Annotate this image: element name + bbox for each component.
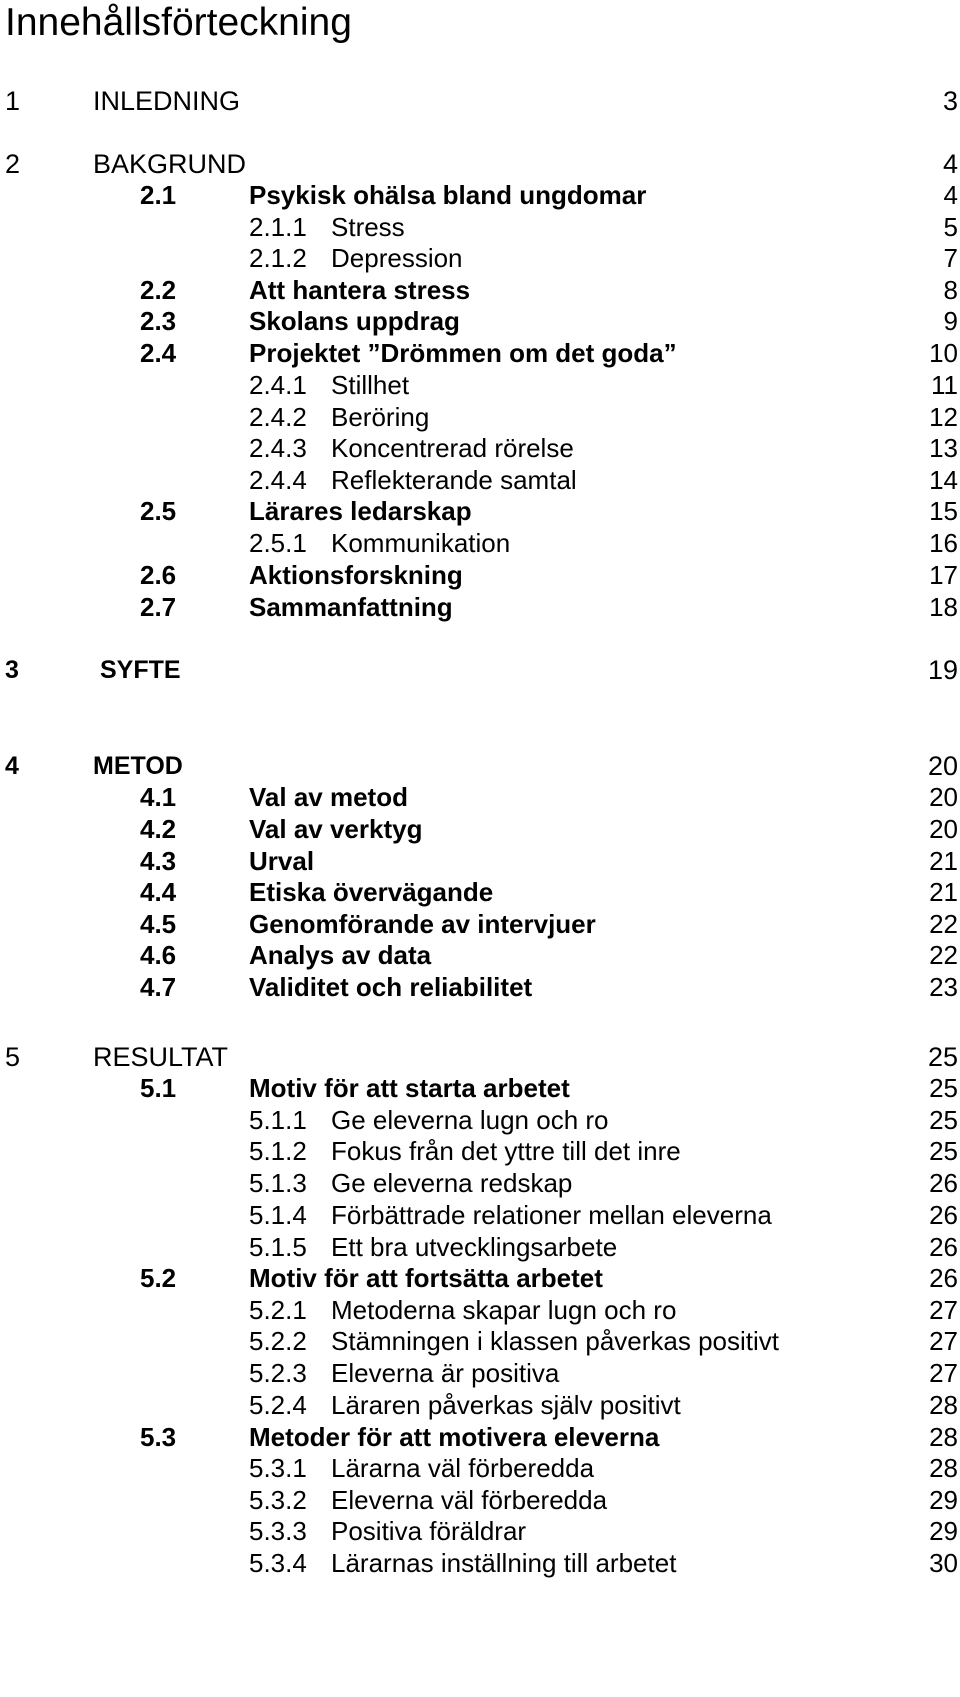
toc-entry-5-3[interactable]	[0, 1420, 960, 1454]
toc-number: 4.2	[140, 814, 177, 844]
toc-page: 15	[929, 496, 958, 526]
toc-entry-5-2-4[interactable]	[0, 1388, 960, 1422]
toc-entry-4-5[interactable]	[0, 907, 960, 941]
toc-number: 1	[5, 86, 21, 116]
toc-number: 4.7	[140, 972, 177, 1002]
toc-title: Eleverna är positiva	[331, 1358, 560, 1388]
toc-page: 8	[943, 275, 958, 305]
toc-title: INLEDNING	[93, 86, 241, 116]
toc-entry-5-3-3[interactable]	[0, 1514, 960, 1548]
toc-entry-4[interactable]	[0, 749, 960, 783]
toc-title: Stämningen i klassen påverkas positivt	[331, 1326, 780, 1356]
toc-entry-5-3-1[interactable]	[0, 1451, 960, 1485]
toc-title: Metoder för att motivera eleverna	[249, 1422, 660, 1452]
toc-page: 11	[931, 370, 958, 400]
toc-title: Metoderna skapar lugn och ro	[331, 1295, 677, 1325]
toc-number: 2.4.4	[249, 465, 307, 495]
toc-entry-2-4-1[interactable]	[0, 368, 960, 402]
toc-title: Kommunikation	[331, 528, 511, 558]
toc-entry-4-6[interactable]	[0, 938, 960, 972]
toc-title: Stillhet	[331, 370, 410, 400]
toc-number: 3	[5, 656, 19, 684]
toc-number: 5.3.1	[249, 1453, 307, 1483]
toc-number: 5.2.1	[249, 1295, 307, 1325]
toc-title: Motiv för att fortsätta arbetet	[249, 1263, 603, 1293]
toc-page: 19	[927, 655, 958, 685]
toc-number: 5.1.4	[249, 1200, 307, 1230]
toc-page: 26	[929, 1232, 958, 1262]
toc-page: 29	[929, 1485, 958, 1515]
toc-entry-5-3-4[interactable]	[0, 1546, 960, 1580]
toc-entry-4-7[interactable]	[0, 970, 960, 1004]
toc-page: 5	[943, 212, 958, 242]
toc-page: 13	[929, 433, 958, 463]
toc-page: 21	[929, 877, 958, 907]
toc-entry-2-5-1[interactable]	[0, 526, 960, 560]
toc-entry-5-2[interactable]	[0, 1261, 960, 1295]
toc-title: Motiv för att starta arbetet	[249, 1073, 570, 1103]
toc-entry-2-3[interactable]	[0, 304, 960, 338]
toc-entry-1[interactable]	[0, 84, 960, 118]
toc-page: 26	[929, 1168, 958, 1198]
toc-page: 20	[929, 814, 958, 844]
toc-title: Koncentrerad rörelse	[331, 433, 574, 463]
toc-entry-4-4[interactable]	[0, 875, 960, 909]
toc-number: 5.1.3	[249, 1168, 307, 1198]
toc-title: Läraren påverkas själv positivt	[331, 1390, 681, 1420]
toc-number: 2.7	[140, 592, 177, 622]
toc-entry-2-5[interactable]	[0, 494, 960, 528]
toc-number: 4.6	[140, 940, 177, 970]
toc-page: 25	[929, 1136, 958, 1166]
toc-entry-2-2[interactable]	[0, 273, 960, 307]
toc-title: Ge eleverna redskap	[331, 1168, 573, 1198]
toc-page: 25	[927, 1042, 958, 1072]
toc-entry-5-2-3[interactable]	[0, 1356, 960, 1390]
toc-title: Förbättrade relationer mellan eleverna	[331, 1200, 772, 1230]
toc-number: 5.1	[140, 1073, 177, 1103]
toc-title: Att hantera stress	[249, 275, 471, 305]
toc-number: 5.2.2	[249, 1326, 307, 1356]
toc-number: 2.6	[140, 560, 177, 590]
toc-title: Eleverna väl förberedda	[331, 1485, 608, 1515]
toc-page: 20	[927, 751, 958, 781]
toc-number: 5.3.4	[249, 1548, 307, 1578]
toc-page: 27	[929, 1358, 958, 1388]
toc-number: 5.2.3	[249, 1358, 307, 1388]
toc-number: 2.4.2	[249, 402, 307, 432]
toc-number: 2.5.1	[249, 528, 307, 558]
toc-number: 2.1	[140, 180, 177, 210]
toc-page: 26	[929, 1263, 958, 1293]
toc-page: 4	[942, 149, 958, 179]
toc-title: Val av verktyg	[249, 814, 423, 844]
toc-number: 4.4	[140, 877, 177, 907]
toc-entry-4-2[interactable]	[0, 812, 960, 846]
toc-entry-5-1-5[interactable]	[0, 1230, 960, 1264]
toc-page: 28	[929, 1453, 958, 1483]
toc-entry-3[interactable]	[0, 653, 960, 687]
toc-title: Val av metod	[249, 782, 408, 812]
toc-entry-5-1-3[interactable]	[0, 1166, 960, 1200]
toc-number: 5	[5, 1042, 21, 1072]
toc-page: 3	[942, 86, 958, 116]
toc-title: METOD	[93, 752, 183, 780]
toc-title: Lärares ledarskap	[249, 496, 472, 526]
toc-title: Lärarna väl förberedda	[331, 1453, 595, 1483]
toc-number: 4.3	[140, 846, 177, 876]
toc-entry-5-2-1[interactable]	[0, 1293, 960, 1327]
toc-number: 5.3.3	[249, 1516, 307, 1546]
toc-number: 5.2	[140, 1263, 177, 1293]
toc-page: 9	[943, 306, 958, 336]
toc-page: 22	[929, 940, 958, 970]
toc-title: Analys av data	[249, 940, 432, 970]
toc-title: Genomförande av intervjuer	[249, 909, 596, 939]
toc-entry-5-1-2[interactable]	[0, 1134, 960, 1168]
toc-title: Skolans uppdrag	[249, 306, 460, 336]
toc-title: Validitet och reliabilitet	[249, 972, 533, 1002]
toc-number: 2.1.2	[249, 243, 307, 273]
toc-number: 2.4	[140, 338, 177, 368]
toc-title: Stress	[331, 212, 405, 242]
toc-entry-5-1[interactable]	[0, 1071, 960, 1105]
toc-number: 5.2.4	[249, 1390, 307, 1420]
toc-number: 5.3.2	[249, 1485, 307, 1515]
toc-entry-2-4-2[interactable]	[0, 400, 960, 434]
toc-number: 5.1.2	[249, 1136, 307, 1166]
toc-entry-2-6[interactable]	[0, 558, 960, 592]
toc-page: 4	[943, 180, 958, 210]
toc-entry-5-2-2[interactable]	[0, 1324, 960, 1358]
toc-entry-5-1-4[interactable]	[0, 1198, 960, 1232]
toc-page: 14	[929, 465, 958, 495]
toc-title: Psykisk ohälsa bland ungdomar	[249, 180, 647, 210]
toc-title: Depression	[331, 243, 463, 273]
toc-number: 4.1	[140, 782, 177, 812]
toc-title: Sammanfattning	[249, 592, 453, 622]
toc-number: 2.2	[140, 275, 177, 305]
toc-page: 7	[943, 243, 958, 273]
toc-page: 16	[929, 528, 958, 558]
toc-page: 17	[929, 560, 958, 590]
toc-page: 23	[929, 972, 958, 1002]
toc-page: 20	[929, 782, 958, 812]
toc-page: 25	[929, 1073, 958, 1103]
toc-page: 26	[929, 1200, 958, 1230]
toc-title: SYFTE	[100, 656, 181, 684]
toc-number: 4.5	[140, 909, 177, 939]
toc-page: 21	[929, 846, 958, 876]
toc-entry-2-1-2[interactable]	[0, 241, 960, 275]
toc-title: Fokus från det yttre till det inre	[331, 1136, 681, 1166]
toc-page: 28	[929, 1390, 958, 1420]
toc-page: 18	[929, 592, 958, 622]
toc-entry-5-1-1[interactable]	[0, 1103, 960, 1137]
toc-page: 12	[929, 402, 958, 432]
toc-entry-4-1[interactable]	[0, 780, 960, 814]
toc-page: 29	[929, 1516, 958, 1546]
toc-number: 2.1.1	[249, 212, 307, 242]
toc-page: 27	[929, 1295, 958, 1325]
toc-entry-2-4[interactable]	[0, 336, 960, 370]
toc-title: Aktionsforskning	[249, 560, 463, 590]
toc-title: Projektet ”Drömmen om det goda”	[249, 338, 677, 368]
toc-title: Reflekterande samtal	[331, 465, 577, 495]
toc-entry-2-4-3[interactable]	[0, 431, 960, 465]
toc-title: Lärarnas inställning till arbetet	[331, 1548, 677, 1578]
toc-title: Etiska övervägande	[249, 877, 494, 907]
toc-entry-2-1-1[interactable]	[0, 210, 960, 244]
toc-number: 2.3	[140, 306, 177, 336]
toc-entry-5[interactable]	[0, 1040, 960, 1074]
toc-page: 25	[929, 1105, 958, 1135]
toc-number: 2	[5, 149, 21, 179]
toc-number: 5.1.1	[249, 1105, 307, 1135]
toc-title: Ge eleverna lugn och ro	[331, 1105, 609, 1135]
toc-number: 2.4.1	[249, 370, 307, 400]
toc-entry-5-3-2[interactable]	[0, 1483, 960, 1517]
toc-page: 30	[929, 1548, 958, 1578]
toc-page: 28	[929, 1422, 958, 1452]
toc-number: 4	[5, 752, 19, 780]
toc-page: 27	[929, 1326, 958, 1356]
toc-title: BAKGRUND	[93, 149, 247, 179]
toc-number: 2.4.3	[249, 433, 307, 463]
toc-entry-4-3[interactable]	[0, 844, 960, 878]
toc-entry-2-4-4[interactable]	[0, 463, 960, 497]
toc-page: 22	[929, 909, 958, 939]
toc-page: 10	[929, 338, 958, 368]
toc-number: 2.5	[140, 496, 177, 526]
toc-entry-2-1[interactable]	[0, 178, 960, 212]
page-title: Innehållsförteckning	[5, 1, 352, 44]
toc-title: Ett bra utvecklingsarbete	[331, 1232, 618, 1262]
toc-title: RESULTAT	[93, 1042, 229, 1072]
toc-title: Beröring	[331, 402, 430, 432]
toc-entry-2-7[interactable]	[0, 590, 960, 624]
toc-number: 5.3	[140, 1422, 177, 1452]
toc-title: Positiva föräldrar	[331, 1516, 527, 1546]
toc-number: 5.1.5	[249, 1232, 307, 1262]
toc-title: Urval	[249, 846, 315, 876]
toc-entry-2[interactable]	[0, 147, 960, 181]
